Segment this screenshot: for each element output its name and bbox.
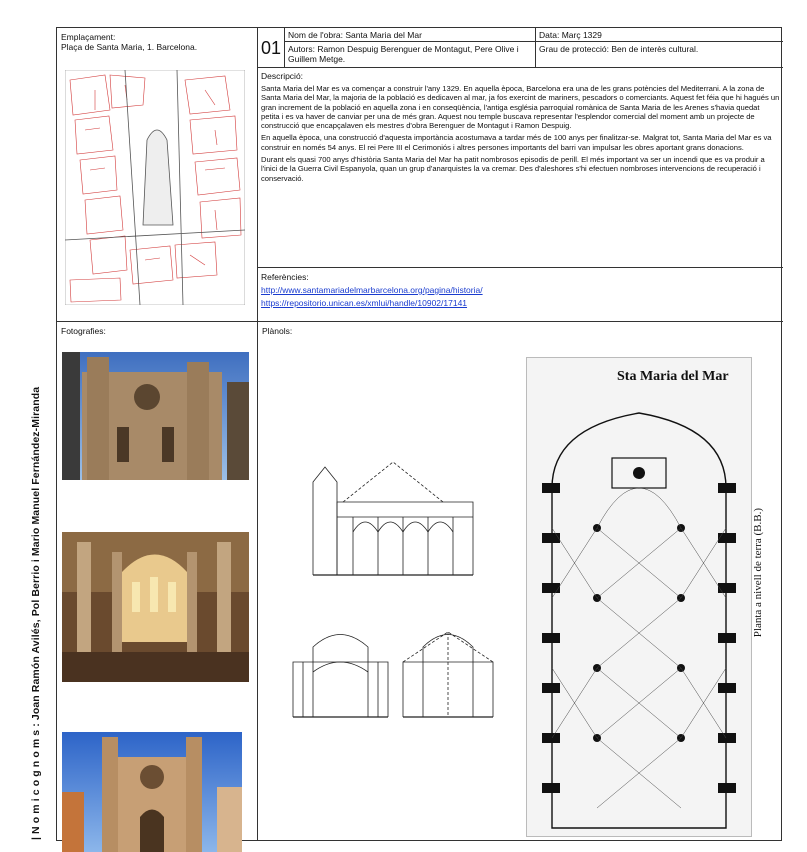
geometric-section-drawing (398, 627, 498, 722)
plans-label: Plànols: (262, 326, 293, 336)
references-cell (258, 268, 783, 322)
reference-link-2[interactable]: https://repositorio.unican.es/xmlui/handle/10902/17141 (261, 298, 468, 308)
cadastral-map (65, 70, 245, 305)
protection-label: Grau de protecció: (539, 44, 609, 54)
record-number: 01 (260, 37, 282, 58)
floor-plan (526, 357, 764, 837)
author-credit-text: | N o m i c o g n o m s : Joan Ramón Avilés, Pol Berrio i Mario Manuel Fernández-Miranda (30, 386, 42, 840)
location-cell (57, 28, 258, 322)
cross-section-drawing (288, 627, 393, 722)
work-name-cell (285, 28, 536, 42)
location-label: Emplaçament: (61, 32, 116, 42)
description-cell (258, 68, 783, 268)
authors-label: Autors: (288, 44, 315, 54)
references-label: Referències: (261, 272, 309, 282)
authors-cell (285, 42, 536, 68)
work-name-label: Nom de l'obra: (288, 30, 344, 40)
date-value: Març 1329 (561, 30, 602, 40)
record-number-cell (258, 28, 285, 68)
description-paragraph: Durant els quasi 700 anys d'història Santa Maria del Mar ha patit nombrosos episodis de perill. El més important va ser un incendi que es va produir a l'inici de la Guerra Civil Espanyola, quan un grup d'anarquistes la va cremar. Des d'aleshores s'hi efectuen nombroses intervencions de recuperació i conservació. (261, 155, 765, 183)
protection-value: Ben de interès cultural. (611, 44, 699, 54)
description-paragraph: En aquella època, una construcció d'aquesta importància acostumava a tardar més de 100 anys per finalitzar-se. Malgrat tot, Santa Maria del Mar es va construir en només 54 anys. El rei Pere III el Cerimoniós i altres persones importants del barri van impulsar les obres aportant grans donacions. (261, 133, 772, 152)
record-sheet (56, 27, 782, 841)
authors-value: Ramon Despuig Berenguer de Montagut, Pere Olive i Guillem Metge. (288, 44, 519, 64)
date-cell (536, 28, 783, 42)
photos-label: Fotografies: (61, 326, 106, 336)
photo-main-facade (62, 732, 242, 852)
work-name-value: Santa Maria del Mar (345, 30, 422, 40)
description-label: Descripció: (261, 71, 304, 81)
plans-cell (258, 322, 783, 840)
description-paragraph: Santa Maria del Mar es va començar a construir l'any 1329. En aquella època, Barcelona era una de les grans potències del Mediterrani. A la zona de Santa Maria del Mar, la majoria de la població es dedicaven al mar, ja fos exercint de mariners, pescadors o comerciants. Aquest fet féia que hi hagués un gran increment de la població en aquella zona i en conseqüència, l'antiga església parroquial romànica de Santa Maria de les Arenes s'havia quedat petita i es va haver de canviar per una de més gran. Aquest nou temple buscava representar l'esplendor comercial del moment amb un projecte de construcció que encapçalaven els mestres d'obra Berenguer de Montagut i Ramon Despuig. (261, 84, 780, 131)
photo-interior-nave (62, 532, 249, 682)
author-credit (0, 350, 60, 840)
floor-plan-title: Sta Maria del Mar (617, 369, 729, 384)
floor-plan-side-label: Planta a nivell de terra (B.B.) (752, 508, 764, 638)
section-drawing (303, 457, 483, 577)
date-label: Data: (539, 30, 560, 40)
reference-link-1[interactable]: http://www.santamariadelmarbarcelona.org/pagina/historia/ (261, 285, 483, 295)
protection-cell (536, 42, 783, 68)
location-value: Plaça de Santa Maria, 1. Barcelona. (61, 42, 198, 52)
photo-exterior-side (62, 352, 249, 480)
photos-cell (57, 322, 258, 840)
